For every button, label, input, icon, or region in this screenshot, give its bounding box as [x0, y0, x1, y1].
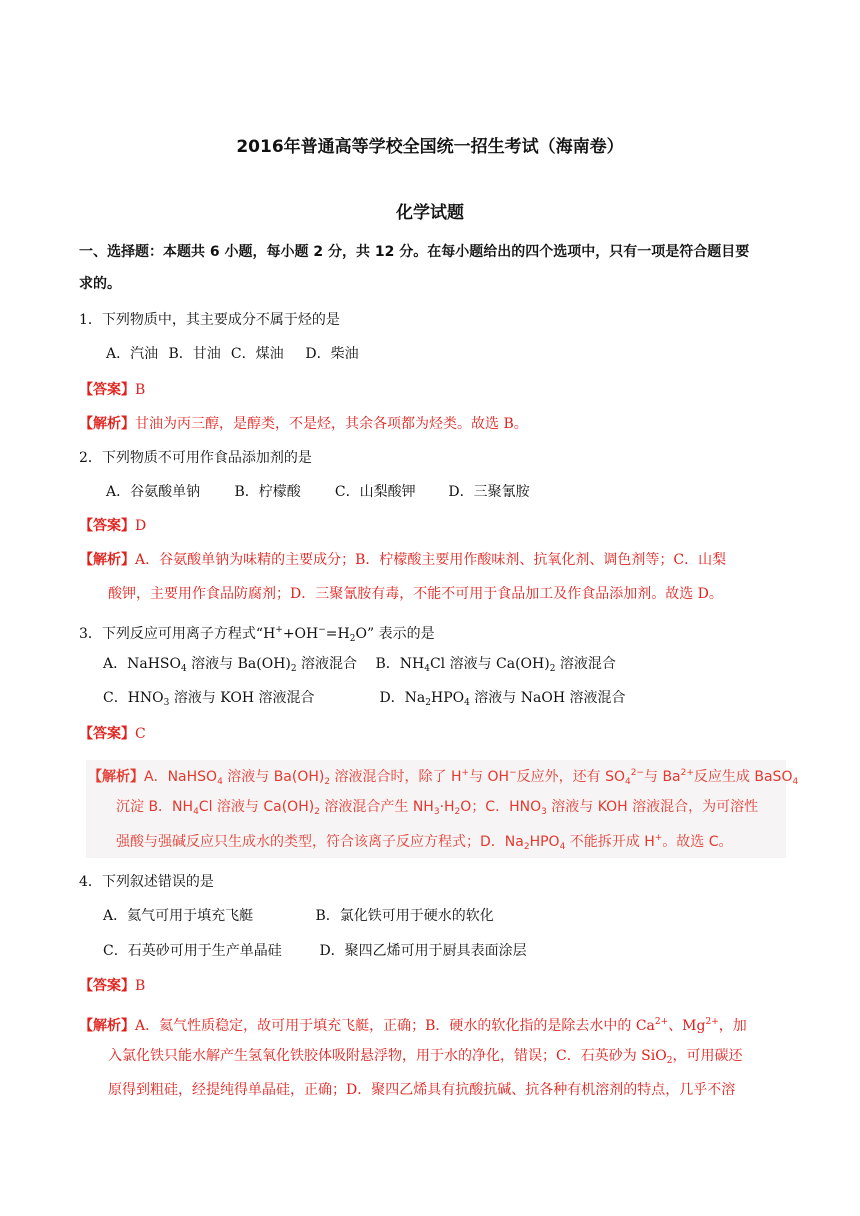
q4-sub: 2: [666, 1056, 673, 1066]
q3-sub: 2: [523, 842, 530, 852]
q1-option-a: A．汽油: [106, 346, 159, 362]
q3-analysis-text: 不能拆开成 H: [565, 834, 655, 850]
q1-answer-value: B: [135, 382, 146, 398]
q3-analysis-line1: [88, 763, 798, 792]
answer-label: 【答案】: [79, 518, 135, 534]
q3-sub: 4: [464, 698, 470, 708]
q3-sup: −: [509, 768, 517, 778]
q3-text: 溶液与 NaOH 溶液混合: [469, 690, 626, 706]
q3-text: HPO: [431, 690, 465, 706]
q3-stem: [79, 620, 791, 649]
q3-analysis-text: 与 Ba: [644, 769, 681, 785]
q3-option-a: [103, 654, 371, 679]
q4-analysis-part: A．氦气性质稳定，故可用于填充飞艇，正确；B．硬水的软化指的是除去水中的 Ca: [135, 1018, 655, 1034]
analysis-label: 【解析】: [79, 552, 135, 568]
q1-option-d: D．柴油: [305, 346, 359, 362]
q3-sup: +: [654, 833, 663, 843]
analysis-label: 【解析】: [79, 416, 135, 432]
q3-sub: 4: [792, 777, 799, 787]
q3-analysis-text: Cl 溶液与 Ca(OH): [198, 799, 315, 815]
q3-sup: +: [461, 768, 470, 778]
q3-analysis-text: ·H: [439, 799, 455, 815]
q3-text: C．HNO: [103, 690, 164, 706]
q4-answer: [79, 976, 791, 996]
q4-options-row1: [103, 906, 815, 926]
analysis-label: 【解析】: [88, 769, 144, 785]
q3-option-d: [379, 688, 625, 713]
q3-sub: 4: [424, 664, 430, 674]
q3-analysis-text: 溶液混合产生 NH: [319, 799, 434, 815]
q2-answer: [79, 516, 791, 536]
q2-analysis-line1: [79, 550, 791, 570]
q3-sub: 2: [349, 634, 356, 644]
q3-analysis-text: 反应生成 BaSO: [693, 769, 793, 785]
q3-stem-part: 3．下列反应可用离子方程式“H: [79, 626, 276, 642]
q3-sub: 4: [217, 777, 223, 787]
q1-analysis: [79, 414, 791, 434]
q3-sup: +: [275, 625, 283, 635]
q3-analysis-text: 溶液与 KOH 溶液混合，为可溶性: [546, 799, 759, 815]
q4-analysis-part: ，加: [718, 1018, 747, 1034]
q4-analysis-text: [135, 1018, 747, 1034]
section-heading-line1: 一、选择题：本题共 6 小题，每小题 2 分，共 12 分。在每小题给出的四个选项中，只有一项是符合题目要: [79, 244, 750, 260]
analysis-label: 【解析】: [79, 1018, 135, 1034]
q3-sub: 2: [314, 807, 320, 817]
q3-option-b: [375, 654, 615, 679]
q2-answer-value: D: [135, 518, 147, 534]
q3-analysis-text: 。故选 C。: [662, 834, 733, 850]
q3-sub: 2: [324, 777, 331, 787]
q3-sub: 3: [163, 698, 170, 708]
q1-option-b: B．甘油: [168, 346, 221, 362]
q2-option-d: D．三聚氰胺: [448, 484, 530, 500]
q3-analysis-text: 强酸与强碱反应只生成水的类型，符合该离子反应方程式；D．Na: [116, 834, 524, 850]
q3-sub: 4: [624, 777, 631, 787]
q3-sub: 3: [433, 807, 440, 817]
q3-sub: 4: [559, 842, 566, 852]
q2-option-b: B．柠檬酸: [234, 484, 301, 500]
q3-text: D．Na: [379, 690, 426, 706]
q3-text: B．NH: [375, 656, 425, 672]
q3-text: 溶液混合: [296, 656, 358, 672]
q3-analysis-text: 溶液混合时，除了 H: [330, 769, 462, 785]
q4-option-d: D．聚四乙烯可用于厨具表面涂层: [319, 943, 527, 959]
q2-option-c: C．山梨酸钾: [334, 484, 416, 500]
q4-sup: 2+: [705, 1017, 719, 1027]
q3-text: A．NaHSO: [103, 656, 181, 672]
q2-analysis-text1: A．谷氨酸单钠为味精的主要成分；B．柠檬酸主要用作酸味剂、抗氧化剂、调色剂等；C．山梨: [135, 552, 727, 568]
q4-answer-value: B: [135, 978, 146, 994]
q3-sub: 2: [549, 664, 556, 674]
q3-analysis-line3: [116, 828, 733, 857]
q3-sup: 2−: [630, 768, 644, 778]
q3-analysis-text: A．NaHSO: [144, 769, 218, 785]
q1-option-c: C．煤油: [230, 346, 284, 362]
q4-analysis-line2: [108, 1046, 820, 1071]
subject-title: 化学试题: [396, 203, 464, 223]
q3-sup: 2+: [680, 768, 694, 778]
q3-sub: 3: [541, 807, 547, 817]
q4-option-b: B．氯化铁可用于硬水的软化: [315, 908, 494, 924]
q3-analysis-image: [86, 760, 799, 858]
q4-option-a: A．氦气可用于填充飞艇: [103, 908, 254, 924]
q3-analysis-text: 沉淀 B．NH: [116, 799, 194, 815]
q3-analysis-line2: [116, 797, 758, 822]
q3-options-row2: [103, 688, 815, 713]
q3-stem-part: =H: [325, 626, 350, 642]
q3-options-row1: [103, 654, 815, 679]
q4-sup: 2+: [654, 1017, 669, 1027]
q3-answer: [79, 724, 791, 744]
answer-label: 【答案】: [79, 726, 135, 742]
q4-analysis-part: ，可用碳还: [672, 1048, 743, 1064]
q3-text: 溶液混合: [555, 656, 616, 672]
q3-option-c: [103, 688, 375, 713]
q2-options: [106, 482, 818, 502]
q3-analysis-text: 溶液与 Ba(OH): [222, 769, 325, 785]
q4-stem: 4．下列叙述错误的是: [79, 874, 214, 890]
q3-analysis-text: 与 OH: [469, 769, 510, 785]
q2-stem: 2．下列物质不可用作食品添加剂的是: [79, 450, 312, 466]
q3-analysis-text: HPO: [529, 834, 560, 850]
answer-label: 【答案】: [79, 978, 135, 994]
q3-sub: 4: [193, 807, 199, 817]
q4-analysis-line3: 原得到粗硅，经提纯得单晶硅，正确；D．聚四乙烯具有抗酸抗碱、抗各种有机溶剂的特点，几乎不溶: [108, 1082, 736, 1098]
q3-sub: 2: [425, 698, 432, 708]
q1-analysis-text: 甘油为丙三醇，是醇类，不是烃，其余各项都为烃类。故选 B。: [135, 416, 528, 432]
q2-analysis-line2: 酸钾，主要用作食品防腐剂；D．三聚氰胺有毒，不能不可用于食品加工及作食品添加剂。故选 D。: [108, 586, 723, 602]
q3-stem-part: O” 表示的是: [355, 626, 435, 642]
q3-sup: −: [318, 625, 326, 635]
q3-analysis-text: O；C．HNO: [460, 799, 542, 815]
q3-sub: 4: [180, 664, 187, 674]
q1-stem: 1．下列物质中，其主要成分不属于烃的是: [79, 312, 340, 328]
q1-options: [106, 344, 818, 364]
q3-analysis-text: 反应外，还有 SO: [516, 769, 625, 785]
q4-analysis-part: 、Mg: [668, 1018, 706, 1034]
exam-title: 2016年普通高等学校全国统一招生考试（海南卷）: [236, 137, 624, 157]
section-heading-line2: 求的。: [79, 276, 121, 292]
q4-option-c: C．石英砂可用于生产单晶硅: [103, 943, 282, 959]
q2-option-a: A．谷氨酸单钠: [106, 484, 201, 500]
q3-text: 溶液与 Ba(OH): [186, 656, 291, 672]
q4-analysis-line1: [79, 1012, 791, 1036]
q4-options-row2: [103, 941, 815, 961]
q3-sub: 2: [290, 664, 297, 674]
q3-text: 溶液与 KOH 溶液混合: [169, 690, 315, 706]
q3-text: Cl 溶液与 Ca(OH): [429, 656, 550, 672]
q3-answer-value: C: [135, 726, 146, 742]
q1-answer: [79, 380, 791, 400]
q4-analysis-part: 入氯化铁只能水解产生氢氧化铁胶体吸附悬浮物，用于水的净化，错误；C．石英砂为 SiO: [108, 1048, 667, 1064]
q3-stem-part: +OH: [282, 626, 319, 642]
q3-sub: 2: [454, 807, 461, 817]
answer-label: 【答案】: [79, 382, 135, 398]
